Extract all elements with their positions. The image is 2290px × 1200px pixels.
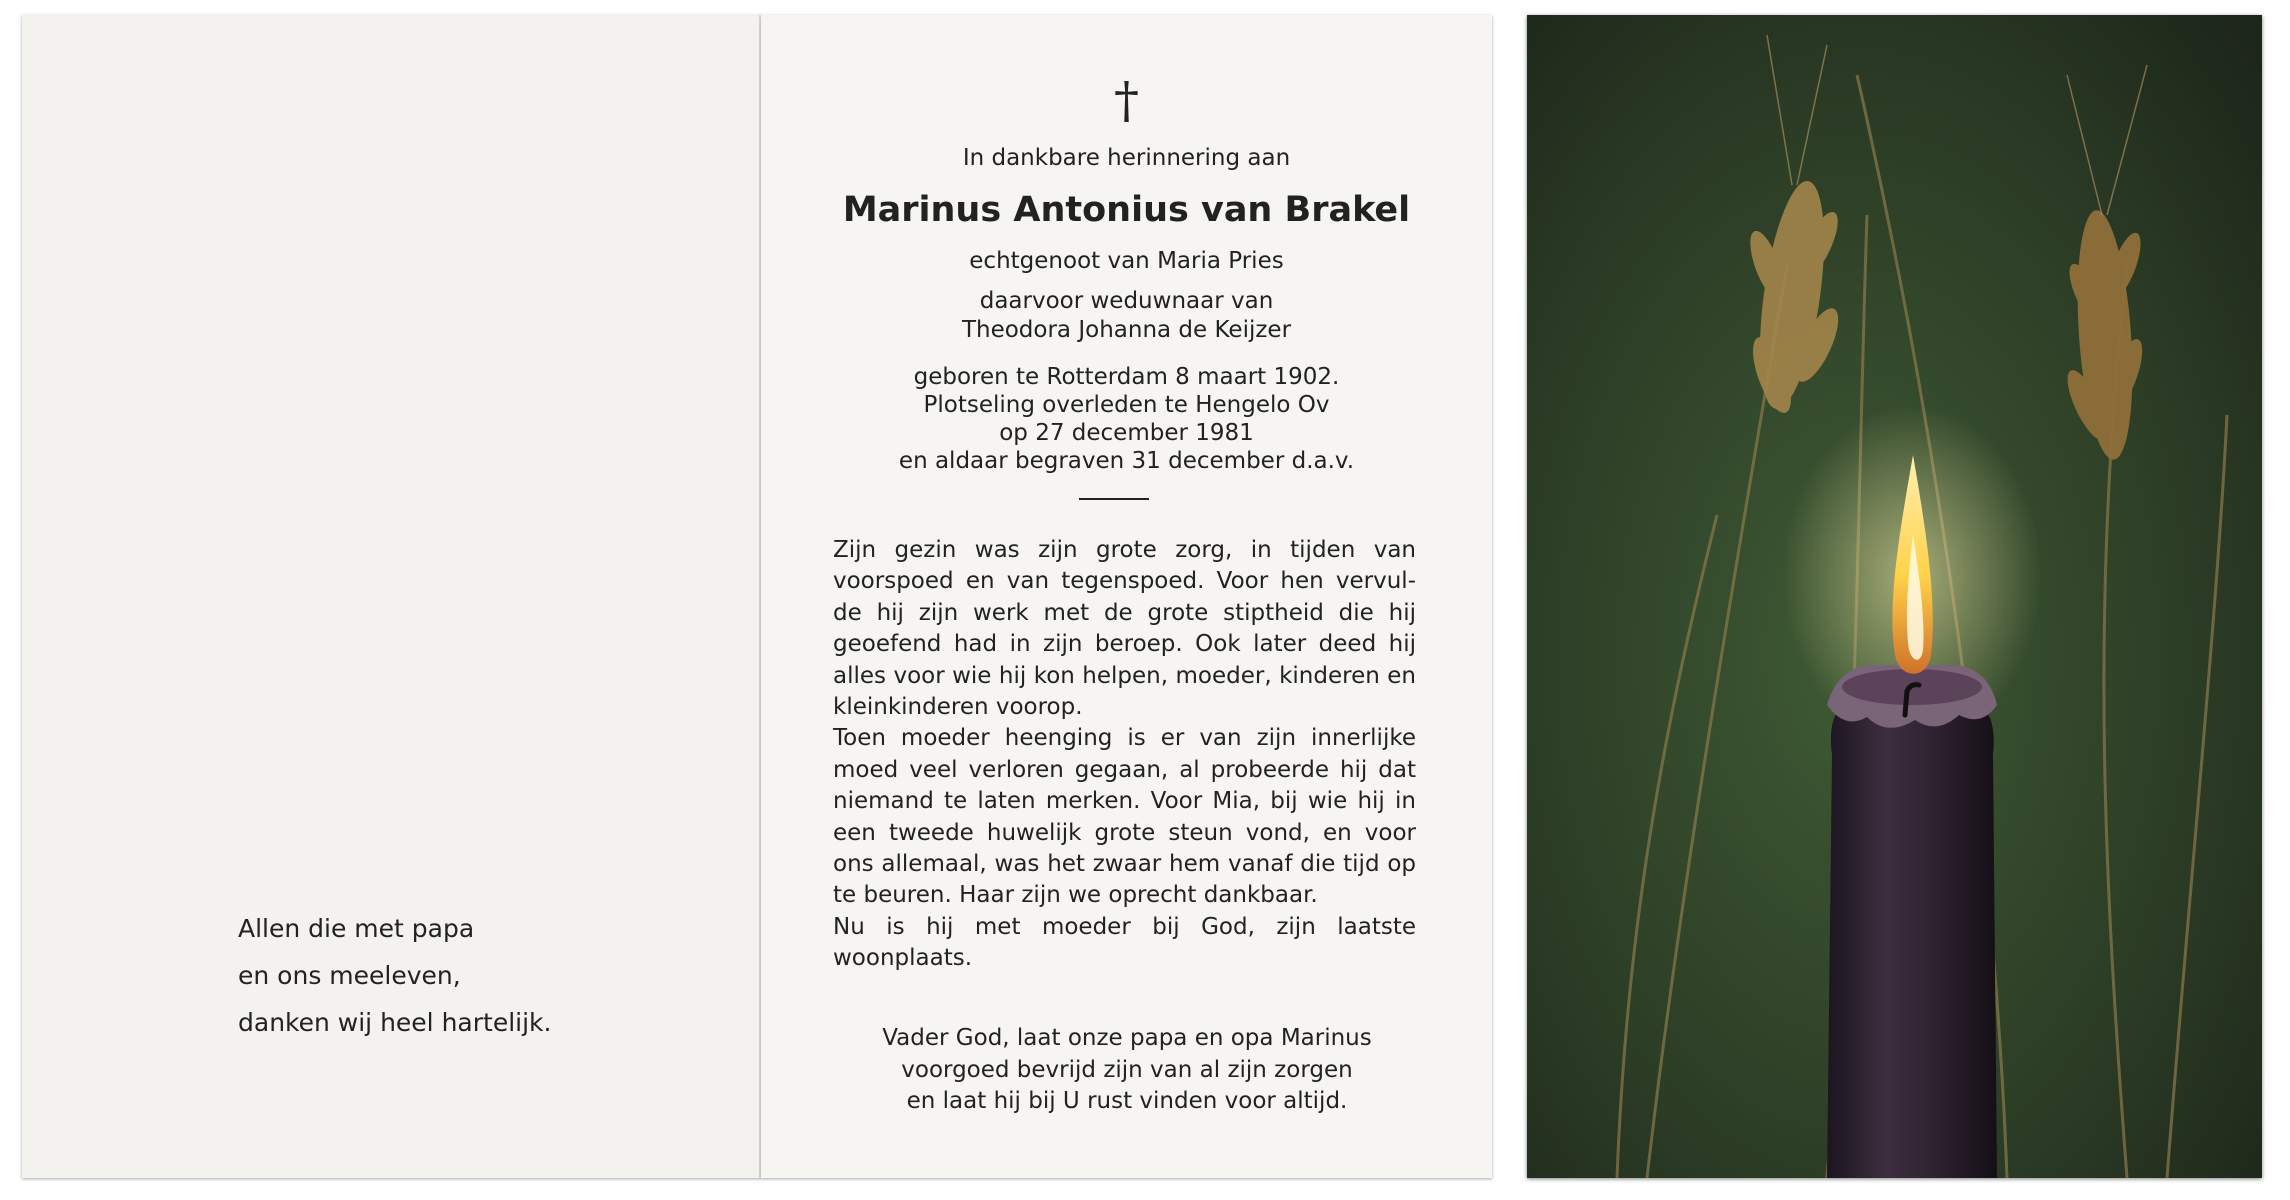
thanks-message <box>238 905 638 1046</box>
card-right-page <box>761 15 1492 1178</box>
card-left-page <box>22 15 761 1178</box>
deceased-name: Marinus Antonius van Brakel <box>842 190 1411 230</box>
widower-lines <box>761 287 1492 345</box>
candle-photo-illustration <box>1527 15 2262 1178</box>
cross-icon: † <box>1114 71 1139 129</box>
prayer-line: voorgoed bevrijd zijn van al zijn zorgen <box>901 1056 1353 1083</box>
divider-rule <box>1079 498 1149 500</box>
thanks-line: danken wij heel hartelijk. <box>238 1008 552 1037</box>
widower-line: daarvoor weduwnaar van <box>979 288 1274 314</box>
thanks-line: en ons meeleven, <box>238 961 461 990</box>
candle-photo <box>1527 15 2262 1178</box>
life-dates <box>761 363 1492 475</box>
memorial-paragraph: Zijn gezin was zijn grote zorg, in tijden van voorspoed en van tegenspoed. Voor hen vervul- de hij zijn werk met de grote stiptheid die hij geoefend had in zijn beroep. Ook later deed hij alles voor wie hij kon helpen, moeder, kinderen en kleinkinderen voorop. <box>833 537 1416 721</box>
memorial-paragraph: Nu is hij met moeder bij God, zijn laatste woonplaats. <box>833 913 1416 972</box>
thanks-line: Allen die met papa <box>238 914 475 943</box>
date-line: op 27 december 1981 <box>999 420 1254 446</box>
date-line: Plotseling overleden te Hengelo Ov <box>923 392 1330 418</box>
prayer-line: en laat hij bij U rust vinden voor altijd. <box>906 1088 1348 1114</box>
memorial-paragraph: Toen moeder heenging is er van zijn innerlijke moed veel verloren gegaan, al probeerde hij dat niemand te laten merken. Voor Mia, bij wie hij in een tweede huwelijk grote steun vond, en voor ons allemaal, was het zwaar hem vanaf die tijd op te beuren. Haar zijn we oprecht dankbaar. <box>833 725 1416 909</box>
prayer-line: Vader God, laat onze papa en opa Marinus <box>882 1025 1372 1051</box>
spouse-line: echtgenoot van Maria Pries <box>969 248 1284 274</box>
date-line: en aldaar begraven 31 december d.a.v. <box>898 448 1355 474</box>
intro-text: In dankbare herinnering aan <box>962 145 1291 171</box>
widower-line: Theodora Johanna de Keijzer <box>961 317 1292 343</box>
memorial-text <box>833 535 1416 975</box>
date-line: geboren te Rotterdam 8 maart 1902. <box>913 364 1340 390</box>
prayer <box>853 1023 1401 1118</box>
